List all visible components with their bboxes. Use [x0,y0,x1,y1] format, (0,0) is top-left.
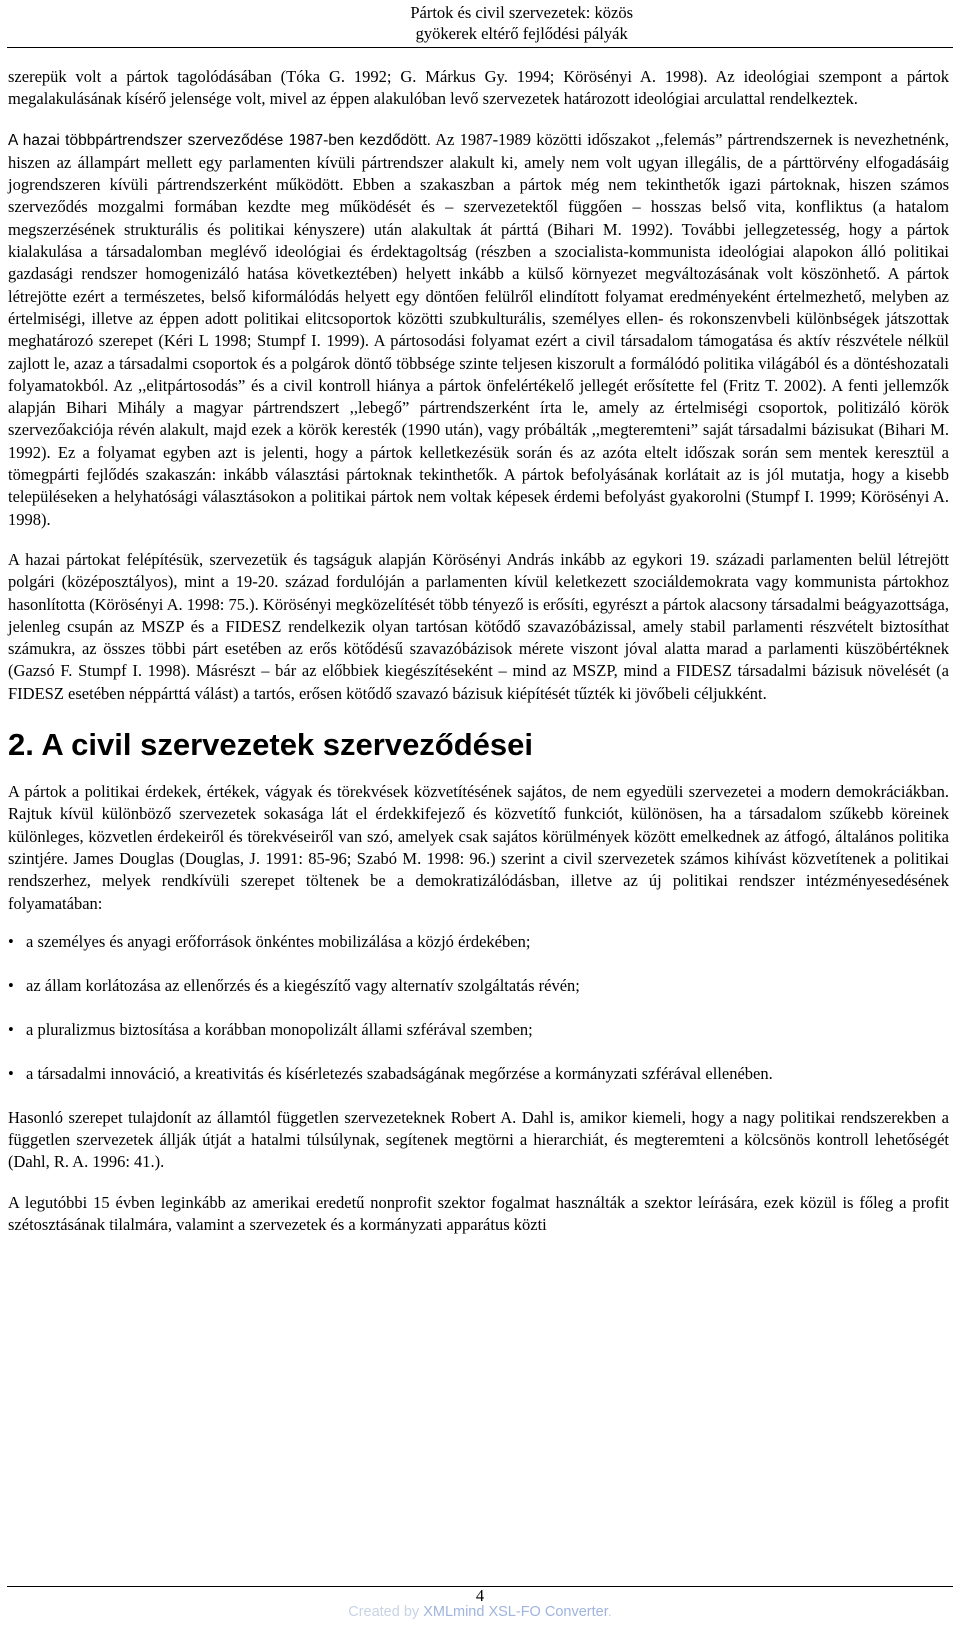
list-item [8,931,949,953]
watermark-brand: XMLmind XSL-FO Converter [423,1604,608,1620]
body-paragraph-3: A hazai pártokat felépítésük, szervezetük és tagságuk alapján Körösényi András inkább az egykori 19. századi parlamenten belül létrejött polgári (középosztályos), mint a 19-20. század fordulóján a parlamenten kívül keletkezett szociáldemokrata vagy kommunista pártokhoz hasonlította (Körösényi A. 1998: 75.). Körösényi megközelítését több tényező is erősíti, egyrészt a pártok alacsony társadalmi beágyazottsága, jelenleg csupán az MSZP és a FIDESZ rendelkezik olyan tartósan kötődő szavazóbázissal, amely stabil parlamenti részvételt biztosíthat számukra, az összes többi párt esetében az erős kötődésű szavazóbázisok mérete viszont jóval alatta marad a parlamenti küszöbértéknek (Gazsó F. Stumpf I. 1998). Másrészt – bár az előbbiek kiegészítéseként – mind az MSZP, mind a FIDESZ társadalmi bázisuk növelését (a FIDESZ esetében néppárttá válást) a tartós, erősen kötődő szavazó bázisuk kiépítését tűzték ki jövőbeli céljukként. [8,549,949,703]
running-header [0,0,960,48]
bullet-icon: • [8,1063,14,1083]
list-item [8,975,949,997]
bullet-icon: • [8,975,14,995]
header-title [410,2,633,44]
body-paragraph-5: Hasonló szerepet tulajdonít az államtól független szervezeteknek Robert A. Dahl is, amikor kiemeli, hogy a nagy politikai rendszerekben a független szervezetek állják útját a hatalmi túlsúlynak, segítenek megtörni a hierarchiát, és megteremteni a kölcsönös kontroll lehetőségét (Dahl, R. A. 1996: 41.). [8,1107,949,1172]
list-item-text: a személyes és anyagi erőforrások önkéntes mobilizálása a közjó érdekében; [26,931,531,951]
list-item-text: az állam korlátozása az ellenőrzés és a kiegészítő vagy alternatív szolgáltatás révén; [26,975,580,995]
page-body [8,66,949,1236]
watermark-suffix: . [607,1604,612,1620]
header-title-line-2: gyökerek eltérő fejlődési pályák [415,24,628,43]
list-item [8,1063,949,1085]
body-paragraph-2 [8,129,949,531]
header-divider [7,47,953,48]
list-item [8,1019,949,1041]
list-item-text: a társadalmi innováció, a kreativitás és kísérletezés szabadságának megőrzése a kormányzati szférával ellenében. [26,1063,773,1083]
bullet-list [8,931,949,1085]
paragraph-2-text: Az 1987-1989 közötti időszakot ,,felemás” pártrendszernek is nevezhetnénk, hiszen az állampárt mellett egy parlamenten kívüli pártrendszer alakult ki, amely nem volt ugyan illegális, de a párttörvény elfogadásáig jogrendszeren kívüli pártrendszerként működött. Ebben a szakaszban a pártok még nem tekinthetők igazi pártoknak, hiszen számos szerveződés mozgalmi formában kezdte meg működését és – szervezetektől függően – hosszas belső vita, konfliktus (a hatalom megszerzésének strukturális és politikai kényszere) után alakultak át párttá (Bihari M. 1992). További jellegzetesség, hogy a pártok kialakulása a társadalomban meglévő ideológiai és érdektagoltság (részben a szocialista-kommunista ideológiai alapokon álló politikai gazdasági rendszer homogenizáló hatása következtében) helyett inkább a külső környezet megváltozásának volt köszönhető. A pártok létrejötte ezért a természetes, belső kiformálódás helyett egy döntően felülről elindított folyamat eredményeként értelmezhető, melyben az értelmiségi, illetve az éppen adott politikai elitcsoportok közötti szubkulturális, személyes ellen- és rokonszenvbeli különbségek játszottak meghatározó szerepet (Kéri L 1998; Stumpf I. 1999). A pártosodási folyamat ezért a civil társadalom támogatása és aktív részvétele nélkül zajlott le, azaz a társadalmi csoportok és a polgárok döntő többsége szinte teljesen kiszorult a formálódó politika világából és a döntéshozatali folyamatokból. Az ,,elitpártosodás” és a civil kontroll hiánya a pártok önfelértékelő jellegét erősítette fel (Fritz T. 2002). A fenti jellemzők alapján Bihari Mihály a magyar pártrendszert ,,lebegő” pártrendszerként írta le, amely az értelmiségi csoportok, politizáló körök szervezőakciója révén alakult, majd ezek a körök keresték (1990 után), vagy próbálták ,,megteremteni” saját társadalmi bázisukat (Bihari M. 1992). Ez a folyamat egyben azt is jelenti, hogy a pártok kelletkezésük során és az azóta eltelt időszak során sem mentek keresztül a tömegpárti fejlődés szakaszán: inkább választási pártoknak tekinthetők. A pártok befolyásának korlátait az is jól mutatja, hogy a kisebb településeken a helyhatósági választásokon a politikai pártok nem voltak képesek érdemi befolyást gyakorolni (Stumpf I. 1999; Körösényi A. 1998). [8,129,949,529]
body-paragraph-4: A pártok a politikai érdekek, értékek, vágyak és törekvések közvetítésének sajátos, de nem egyedüli szervezetei a modern demokráciákban. Rajtuk kívül különböző szervezetek sokasága lát el érdekkifejező és közvetítő funkciót, különösen, ha a társadalom szűkebb köreinek különleges, közvetlen érdekeiről és törekvéseiről van szó, amelyek csak sajátos körülmények között emelkednek az átfogó, általános politika szintjére. James Douglas (Douglas, J. 1991: 85-96; Szabó M. 1998: 96.) szerint a civil szervezetek számos kihívást közvetítenek a politikai rendszerhez, melyek rendkívüli szerepet töltenek be a demokratizálódásban, illetve az új politikai rendszer intézményesedésének folyamatában: [8,782,949,913]
header-title-line-1: Pártok és civil szervezetek: közös [410,3,633,22]
body-paragraph-1: szerepük volt a pártok tagolódásában (Tóka G. 1992; G. Márkus Gy. 1994; Körösényi A. 1998). Az ideológiai szempont a pártok megalakulásának kísérő jelensége volt, mivel az éppen alakulóban levő szervezetek határozott ideológiai arculattal rendelkeztek. [8,67,949,109]
page-footer [0,1580,960,1625]
section-heading: 2. A civil szervezetek szerveződései [8,727,534,763]
watermark-prefix: Created by [348,1604,424,1620]
converter-watermark [0,1604,960,1620]
bullet-icon: • [8,931,14,951]
paragraph-lead-sentence: A hazai többpártrendszer szerveződése 1987-ben kezdődött. [8,131,431,149]
body-paragraph-6: A legutóbbi 15 évben leginkább az amerikai eredetű nonprofit szektor fogalmat használták a szektor leírására, ezek közül is főleg a profit szétosztásának tilalmára, valamint a szervezetek és a kormányzati apparátus közti [8,1192,949,1234]
bullet-icon: • [8,1019,14,1039]
list-item-text: a pluralizmus biztosítása a korábban monopolizált állami szférával szemben; [26,1019,533,1039]
page-number: 4 [475,1586,485,1605]
